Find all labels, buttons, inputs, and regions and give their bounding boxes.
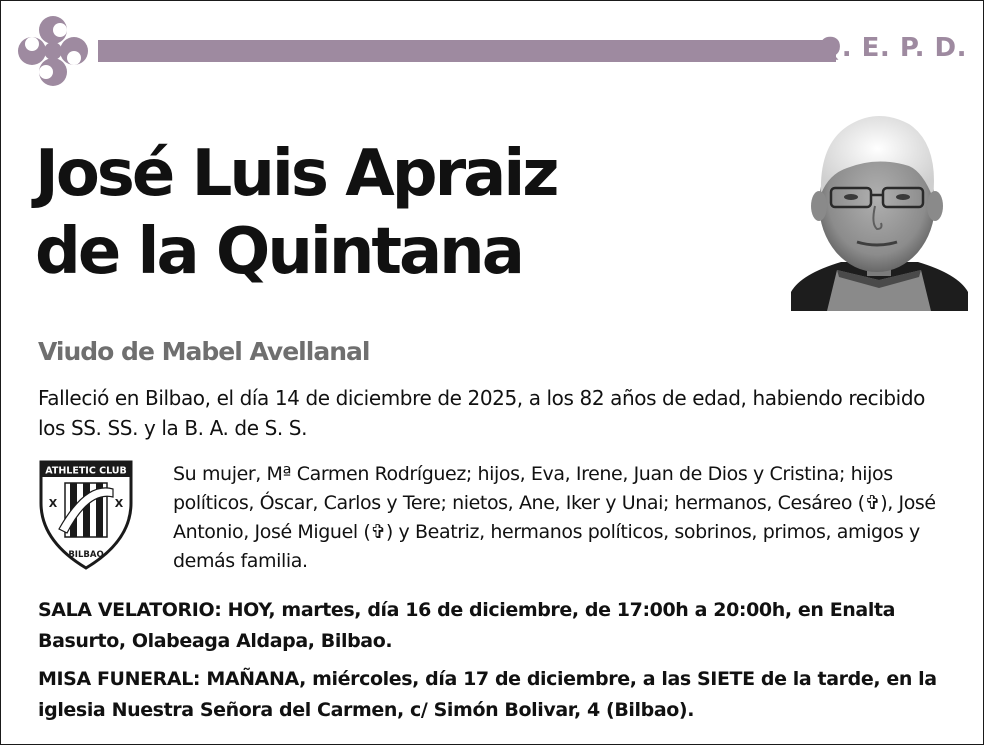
crest-top-text: ATHLETIC CLUB: [45, 465, 127, 477]
athletic-club-crest-icon: [37, 459, 135, 571]
portrait-photo: [791, 102, 968, 311]
name-line-1: José Luis Apraiz: [35, 137, 557, 211]
deceased-name: [35, 135, 557, 291]
family-list: Su mujer, Mª Carmen Rodríguez; hijos, Eva, Irene, Juan de Dios y Cristina; hijos políticos, Óscar, Carlos y Tere; nietos, Ane, Iker y Unai; hermanos, Cesáreo (✞), José Antonio, José Miguel (✞) y Beatriz, hermanos políticos, sobrinos, primos, amigos y demás familia.: [173, 463, 936, 572]
name-line-2: de la Quintana: [35, 215, 522, 289]
crest-bottom-text: BILBAO: [68, 550, 104, 560]
crest-left-mark: X: [48, 497, 58, 510]
header-bar: [98, 40, 836, 62]
crest-right-mark: X: [114, 497, 124, 510]
death-notice: Falleció en Bilbao, el día 14 de diciembre de 2025, a los 82 años de edad, habiendo recibido los SS. SS. y la B. A. de S. S.: [38, 386, 925, 440]
wake-details: SALA VELATORIO: HOY, martes, día 16 de diciembre, de 17:00h a 20:00h, en Enalta Basurto, Olabeaga Aldapa, Bilbao.: [38, 599, 896, 652]
lauburu-icon: [15, 13, 91, 89]
widow-of-text: Viudo de Mabel Avellanal: [38, 337, 370, 366]
qepd-label: Q. E. P. D.: [819, 33, 967, 63]
funeral-mass-details: MISA FUNERAL: MAÑANA, miércoles, día 17 de diciembre, a las SIETE de la tarde, en la iglesia Nuestra Señora del Carmen, c/ Simón Bolivar, 4 (Bilbao).: [38, 668, 937, 721]
